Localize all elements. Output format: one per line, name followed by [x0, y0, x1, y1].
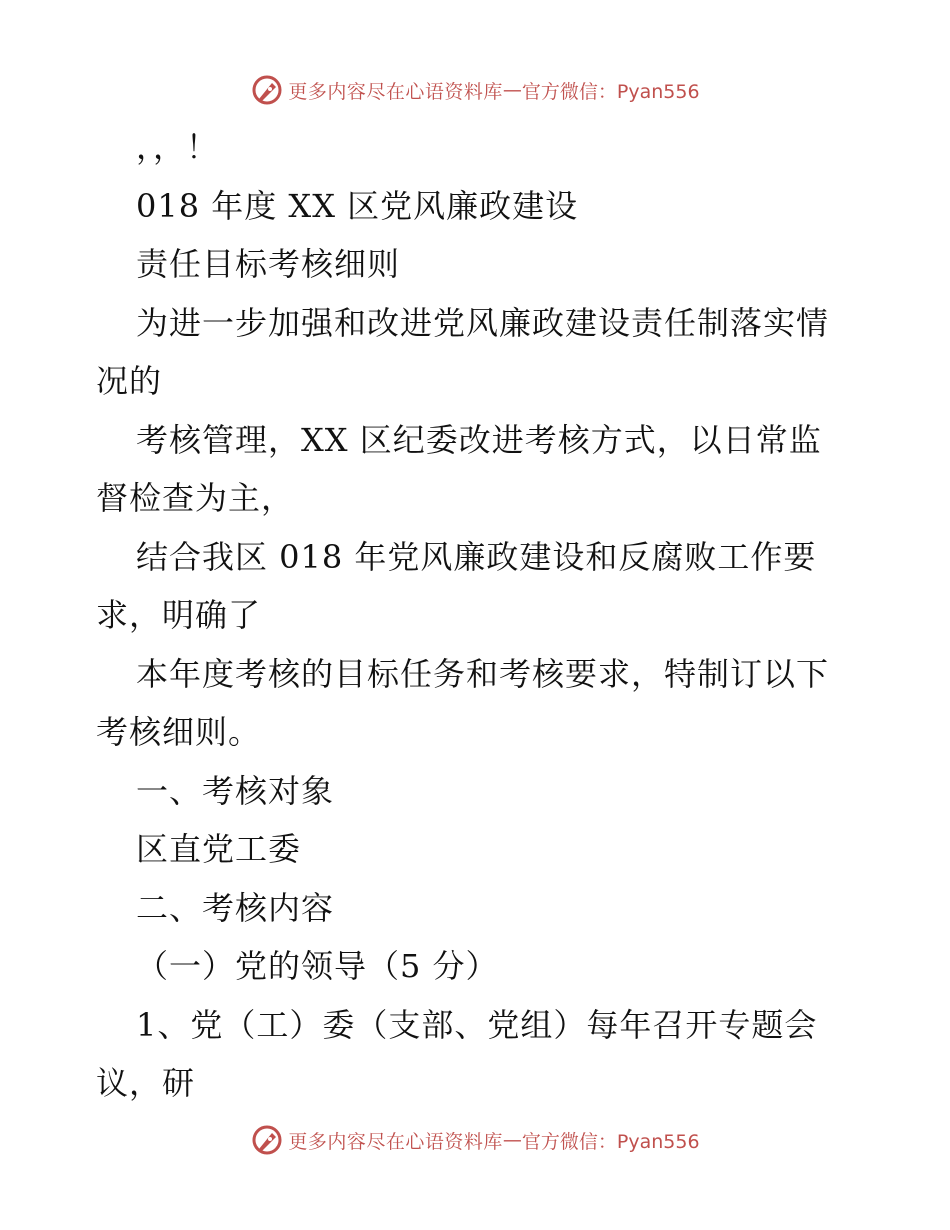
doc-line: 结合我区 018 年党风廉政建设和反腐败工作要	[136, 537, 817, 576]
watermark-site-text: 更多内容尽在心语资料库	[288, 1130, 503, 1153]
doc-line: 1、党（工）委（支部、党组）每年召开专题会	[136, 1005, 818, 1044]
doc-line: 督检查为主，	[96, 479, 295, 517]
doc-line: 本年度考核的目标任务和考核要求，特制订以下	[136, 654, 830, 693]
section-heading: 二、考核内容	[136, 888, 335, 927]
watermark-contact-text: 官方微信：Pyan556	[521, 80, 700, 103]
doc-line: 况的	[96, 362, 163, 400]
doc-line: 考核管理，XX 区纪委改进考核方式，以日常监	[136, 420, 822, 459]
document-body	[96, 118, 866, 1113]
watermark-site-text: 更多内容尽在心语资料库	[288, 80, 503, 103]
footer-watermark	[0, 1120, 950, 1160]
doc-title-line: 018 年度 XX 区党风廉政建设	[136, 186, 579, 225]
doc-line: ，，！	[136, 128, 220, 166]
section-heading: 一、考核对象	[136, 771, 335, 810]
header-watermark	[0, 70, 950, 110]
doc-line: 为进一步加强和改进党风廉政建设责任制落实情	[136, 303, 830, 342]
doc-line: 议，研	[96, 1064, 196, 1102]
doc-line: 区直党工委	[136, 830, 302, 868]
doc-line: 考核细则。	[96, 713, 262, 751]
pen-nib-circle-icon	[250, 73, 284, 107]
pen-nib-circle-icon	[250, 1123, 284, 1157]
doc-line: 求，明确了	[96, 596, 262, 634]
doc-subtitle-line: 责任目标考核细则	[136, 245, 401, 283]
subsection-heading: （一）党的领导（5 分）	[136, 947, 499, 985]
watermark-contact-text: 官方微信：Pyan556	[521, 1130, 700, 1153]
watermark-separator: —	[502, 79, 522, 101]
watermark-separator: —	[502, 1129, 522, 1151]
